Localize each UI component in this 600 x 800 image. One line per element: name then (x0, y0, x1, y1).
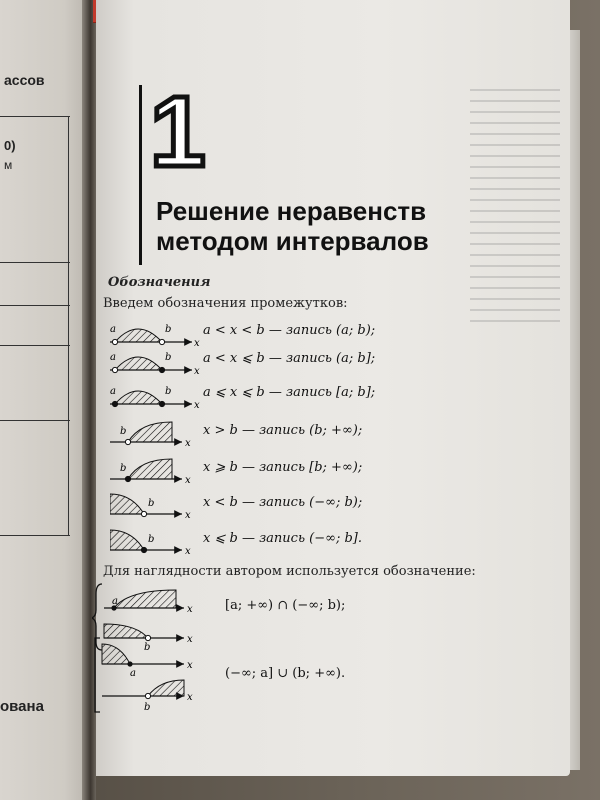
svg-text:b: b (144, 702, 151, 713)
left-page-cell-fragment: 0) (4, 138, 16, 153)
svg-text:a: a (110, 386, 116, 397)
section-subhead: Обозначения (108, 275, 211, 290)
svg-text:x: x (194, 366, 200, 376)
interval-row (0, 418, 470, 448)
interval-formula: x > b — запись (b; +∞); (203, 423, 363, 438)
interval-row (0, 380, 470, 410)
section-intro: Введем обозначения промежутков: (103, 296, 348, 311)
left-page-table-line (0, 305, 70, 306)
interval-row (0, 346, 470, 376)
interval-diagram (110, 490, 200, 520)
svg-text:b: b (165, 386, 172, 397)
svg-text:b: b (144, 642, 151, 652)
chapter-title-line: Решение неравенств (156, 196, 427, 226)
interval-diagram (110, 418, 200, 448)
svg-text:x: x (187, 604, 193, 615)
svg-text:a: a (130, 668, 136, 679)
chapter-title-line: методом интервалов (156, 226, 429, 256)
bleed-through-text (470, 80, 560, 300)
interval-formula: x ⩽ b — запись (−∞; b]. (203, 531, 362, 546)
svg-text:a: a (110, 352, 116, 363)
left-page-heading-fragment: ассов (4, 72, 45, 88)
svg-text:x: x (194, 400, 200, 410)
svg-text:b: b (120, 426, 127, 437)
interval-formula: x < b — запись (−∞; b); (203, 495, 363, 510)
interval-diagram (110, 346, 200, 376)
chapter-number: 1 (150, 76, 206, 188)
svg-text:x: x (185, 510, 191, 520)
chapter-title (156, 196, 429, 256)
svg-text:a: a (110, 324, 116, 335)
svg-text:b: b (148, 498, 155, 509)
combo-formula: (−∞; a] ∪ (b; +∞). (225, 666, 346, 681)
svg-text:a: a (112, 596, 118, 607)
interval-row (0, 455, 470, 485)
interval-diagram (110, 526, 200, 556)
interval-row (0, 526, 470, 556)
svg-text:x: x (185, 438, 191, 448)
interval-formula: a ⩽ x ⩽ b — запись [a; b]; (203, 385, 376, 400)
combo-formula: [a; +∞) ∩ (−∞; b); (225, 598, 346, 613)
chapter-rule (139, 85, 142, 265)
svg-text:b: b (148, 534, 155, 545)
svg-text:x: x (187, 660, 193, 671)
interval-row (0, 490, 470, 520)
svg-text:x: x (187, 634, 193, 645)
interval-formula: x ⩾ b — запись [b; +∞); (203, 460, 363, 475)
svg-text:x: x (194, 338, 200, 348)
svg-text:b: b (165, 324, 172, 335)
left-page-table-line (0, 262, 70, 263)
notation-note: Для наглядности автором используется обозначение: (103, 564, 476, 579)
union-diagram (92, 636, 202, 716)
interval-formula: a < x < b — запись (a; b); (203, 323, 376, 338)
svg-text:x: x (185, 475, 191, 485)
svg-text:x: x (185, 546, 191, 556)
left-page-footer-fragment: ована (0, 698, 44, 715)
svg-text:b: b (120, 463, 127, 474)
svg-text:x: x (187, 692, 193, 703)
interval-diagram (110, 318, 200, 348)
interval-row (0, 318, 470, 348)
interval-diagram (110, 380, 200, 410)
left-page-table-line (0, 116, 70, 117)
interval-diagram (110, 455, 200, 485)
svg-text:b: b (165, 352, 172, 363)
left-page-cell-fragment: м (4, 158, 13, 172)
interval-formula: a < x ⩽ b — запись (a; b]; (203, 351, 376, 366)
